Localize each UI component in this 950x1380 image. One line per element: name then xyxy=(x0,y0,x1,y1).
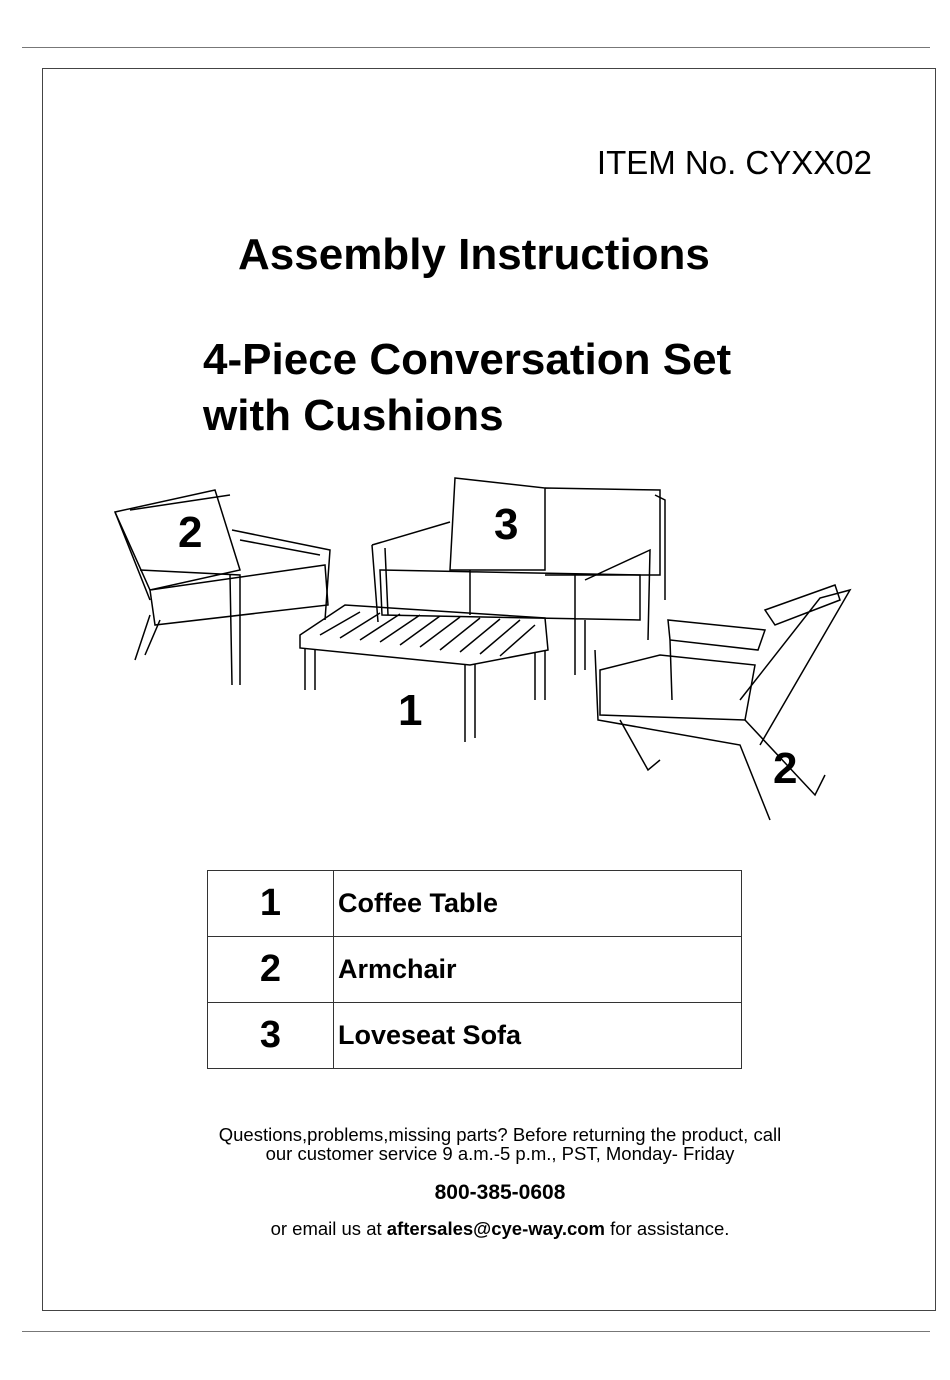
table-row xyxy=(208,1003,742,1069)
support-email[interactable]: aftersales@cye-way.com xyxy=(386,1218,605,1239)
support-email-line xyxy=(0,1219,950,1238)
furniture-illustration xyxy=(100,470,860,830)
email-prefix: or email us at xyxy=(270,1218,382,1239)
part-number: 1 xyxy=(208,871,334,937)
email-suffix: for assistance. xyxy=(610,1218,730,1239)
product-title-line2: with Cushions xyxy=(203,391,504,440)
table-row xyxy=(208,871,742,937)
top-rule xyxy=(22,47,930,48)
parts-table xyxy=(207,870,742,1069)
label-armchair-left: 2 xyxy=(178,508,203,557)
support-phone: 800-385-0608 xyxy=(434,1181,566,1204)
armchair-left-drawing xyxy=(115,490,330,685)
page-title: Assembly Instructions xyxy=(238,230,710,279)
label-armchair-right: 2 xyxy=(773,744,798,793)
bottom-rule xyxy=(22,1331,930,1332)
product-title xyxy=(203,332,731,444)
part-name: Armchair xyxy=(334,937,742,1003)
item-number: ITEM No. CYXX02 xyxy=(596,144,872,181)
label-coffee-table: 1 xyxy=(398,686,423,735)
product-title-line1: 4-Piece Conversation Set xyxy=(203,335,732,384)
loveseat-drawing xyxy=(372,478,665,675)
support-line2: our customer service 9 a.m.-5 p.m., PST, Monday- Friday xyxy=(265,1143,735,1164)
support-text xyxy=(0,1125,950,1163)
part-number: 3 xyxy=(208,1003,334,1069)
support-line1: Questions,problems,missing parts? Before returning the product, call xyxy=(218,1124,782,1145)
table-row xyxy=(208,937,742,1003)
coffee-table-drawing xyxy=(300,605,548,742)
part-name: Loveseat Sofa xyxy=(334,1003,742,1069)
part-name: Coffee Table xyxy=(334,871,742,937)
label-loveseat: 3 xyxy=(494,500,519,549)
part-number: 2 xyxy=(208,937,334,1003)
